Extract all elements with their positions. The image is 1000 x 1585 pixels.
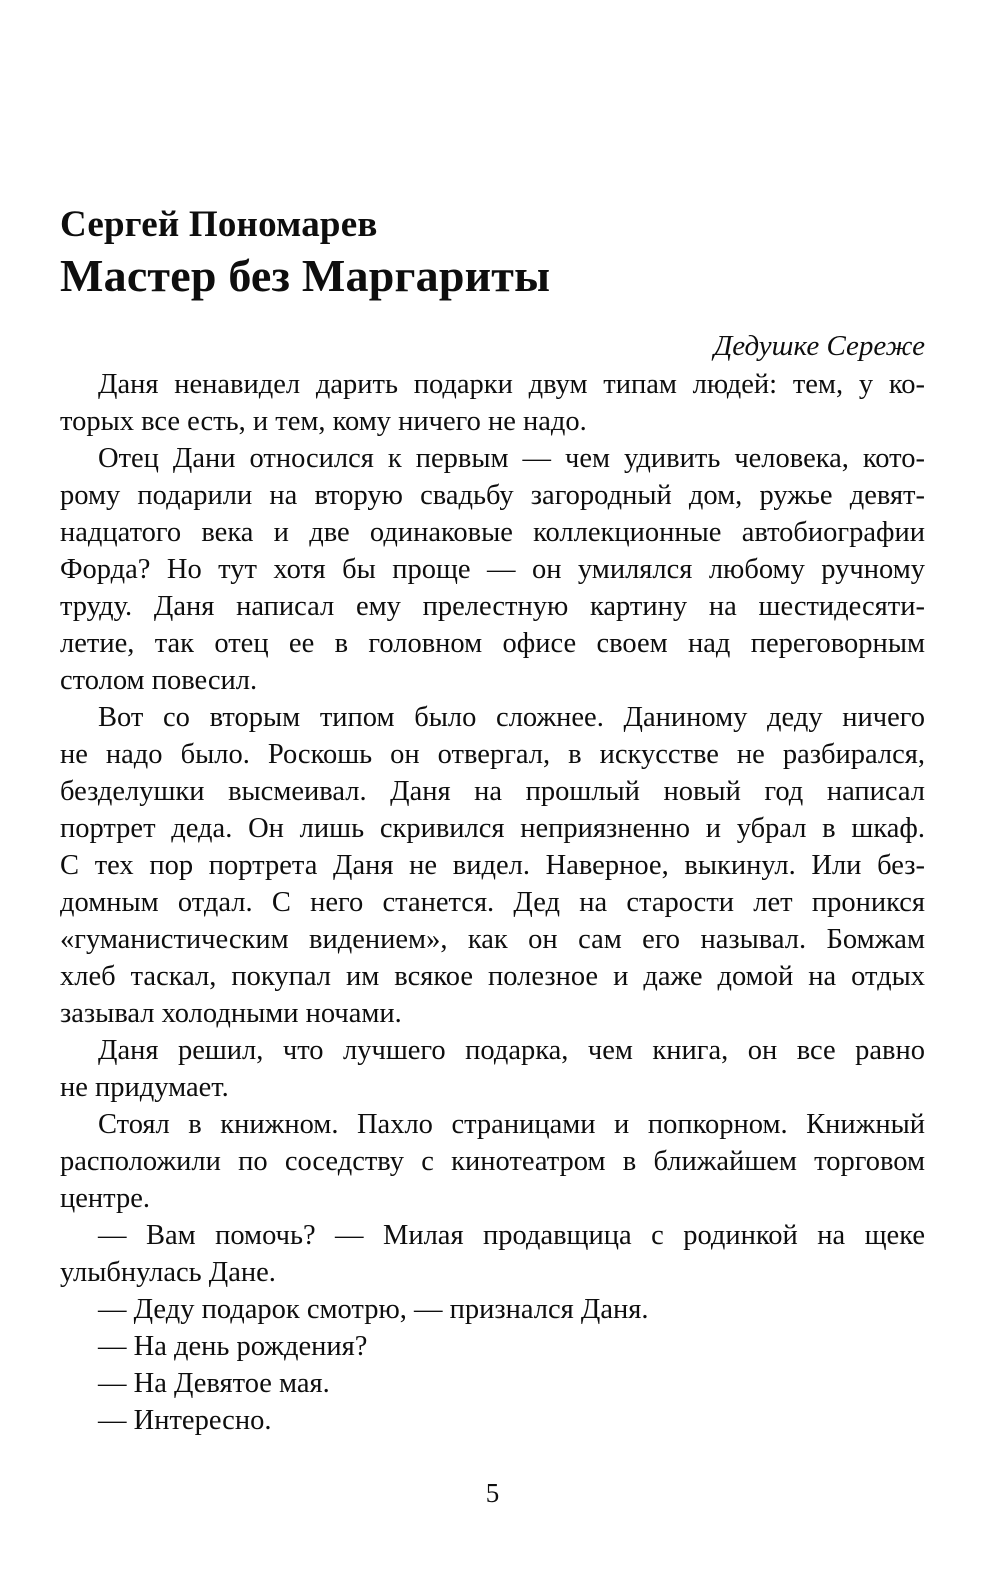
text-line: «гуманистическим видением», как он сам его называл. Бомжам [60, 924, 925, 955]
author-name: Сергей Пономарев [60, 204, 378, 245]
text-line: — Деду подарок смотрю, — признался Даня. [98, 1294, 649, 1325]
paragraph [60, 1217, 925, 1291]
text-line: — На Девятое мая. [98, 1368, 330, 1399]
paragraph [60, 1291, 925, 1328]
paragraph [60, 1365, 925, 1402]
text-line: зазывал холодными ночами. [60, 998, 402, 1029]
text-line: Форда? Но тут хотя бы проще — он умилялся любому ручному [60, 554, 925, 585]
text-line: Стоял в книжном. Пахло страницами и попкорном. Книжный [98, 1109, 925, 1140]
text-line: Даня ненавидел дарить подарки двум типам людей: тем, у ко- [98, 369, 925, 400]
text-line: торых все есть, и тем, кому ничего не надо. [60, 406, 587, 437]
text-line: труду. Даня написал ему прелестную картину на шестидесяти- [60, 591, 925, 622]
page-number: 5 [485, 1478, 500, 1508]
text-line: домным отдал. С него станется. Дед на старости лет проникся [60, 887, 925, 918]
text-line: — На день рождения? [98, 1331, 368, 1362]
text-line: С тех пор портрета Даня не видел. Наверное, выкинул. Или без- [60, 850, 925, 881]
paragraph [60, 440, 925, 699]
text-line: безделушки высмеивал. Даня на прошлый новый год написал [60, 776, 925, 807]
text-line: хлеб таскал, покупал им всякое полезное и даже домой на отдых [60, 961, 925, 992]
paragraph [60, 699, 925, 1032]
text-line: Даня решил, что лучшего подарка, чем книга, он все равно [98, 1035, 925, 1066]
text-line: столом повесил. [60, 665, 258, 696]
text-line: — Интересно. [98, 1405, 272, 1436]
text-line: улыбнулась Дане. [60, 1257, 276, 1288]
text-line: рому подарили на вторую свадьбу загородный дом, ружье девят- [60, 480, 925, 511]
text-line: не придумает. [60, 1072, 229, 1103]
paragraph [60, 1402, 925, 1439]
text-line: Вот со вторым типом было сложнее. Даниному деду ничего [98, 702, 925, 733]
paragraph [60, 1032, 925, 1106]
text-line: Отец Дани относился к первым — чем удивить человека, кото- [98, 443, 925, 474]
text-line: надцатого века и две одинаковые коллекционные автобиографии [60, 517, 925, 548]
paragraph [60, 1328, 925, 1365]
text-line: портрет деда. Он лишь скривился неприязненно и убрал в шкаф. [60, 813, 925, 844]
text-line: центре. [60, 1183, 150, 1214]
paragraph [60, 366, 925, 440]
dedication: Дедушке Сереже [713, 330, 925, 362]
text-line: не надо было. Роскошь он отвергал, в искусстве не разбирался, [60, 739, 925, 770]
text-line: расположили по соседству с кинотеатром в ближайшем торговом [60, 1146, 925, 1177]
body-text [60, 366, 925, 1439]
text-line: летие, так отец ее в головном офисе своем над переговорным [60, 628, 925, 659]
paragraph [60, 1106, 925, 1217]
page-title: Мастер без Маргариты [60, 250, 551, 301]
text-line: — Вам помочь? — Милая продавщица с родинкой на щеке [98, 1220, 925, 1251]
